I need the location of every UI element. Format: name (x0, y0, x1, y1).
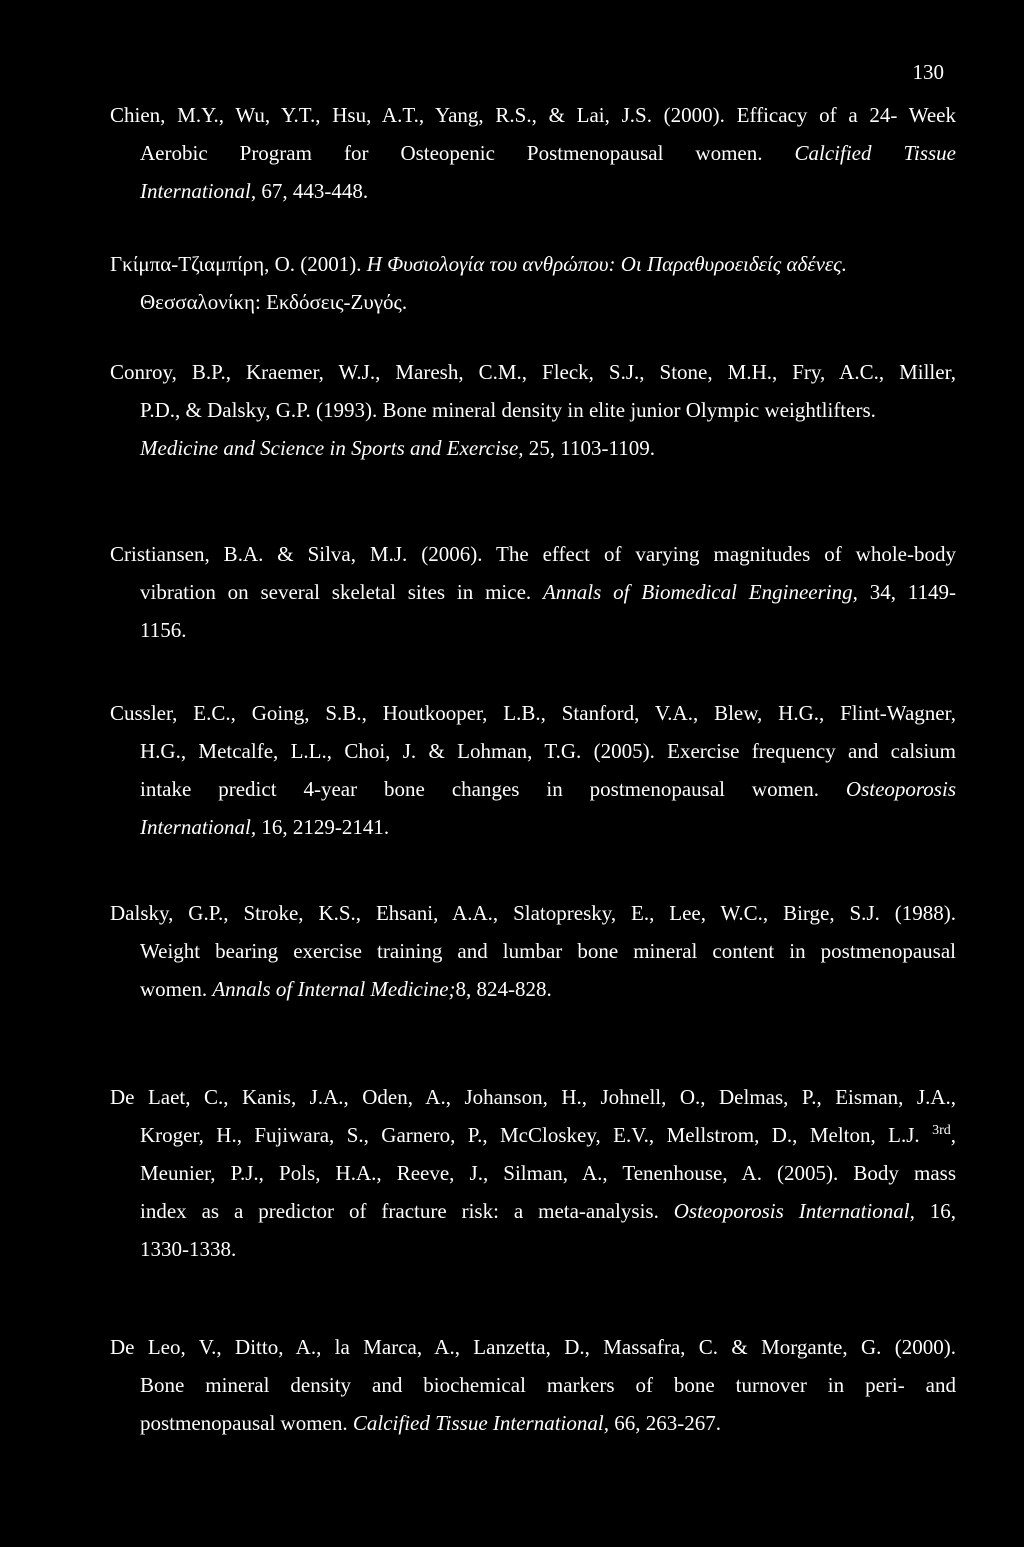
reference-text: Cussler, E.C., Going, S.B., Houtkooper, L.B., Stanford, V.A., Blew, H.G., Flint-Wagner, (110, 701, 956, 725)
reference-line (110, 611, 956, 649)
reference-text: intake predict 4-year bone changes in postmenopausal women. (140, 777, 846, 801)
reference-line (110, 894, 956, 932)
reference-italic-text: Annals of Internal Medicine; (212, 977, 456, 1001)
reference-text: Cristiansen, B.A. & Silva, M.J. (2006). The effect of varying magnitudes of whole-body (110, 542, 956, 566)
reference-italic-text: Η Φυσιολογία του ανθρώπου: Οι Παραθυροειδείς αδένες. (366, 252, 847, 276)
reference-line (110, 1328, 956, 1366)
reference-line (110, 1230, 956, 1268)
reference-text: De Laet, C., Kanis, J.A., Oden, A., Johanson, H., Johnell, O., Delmas, P., Eisman, J.A., (110, 1085, 956, 1109)
reference-line (110, 694, 956, 732)
reference-italic-text: Calcified Tissue International, (352, 1411, 609, 1435)
reference-text: H.G., Metcalfe, L.L., Choi, J. & Lohman, T.G. (2005). Exercise frequency and calsium (140, 739, 956, 763)
reference-entry (110, 1078, 956, 1268)
reference-text: Weight bearing exercise training and lumbar bone mineral content in postmenopausal (140, 939, 956, 963)
reference-text: De Leo, V., Ditto, A., la Marca, A., Lanzetta, D., Massafra, C. & Morgante, G. (2000). (110, 1335, 956, 1359)
page-number: 130 (912, 60, 944, 84)
reference-entry (110, 535, 956, 649)
reference-line (110, 573, 956, 611)
reference-italic-text: Osteoporosis International, (673, 1199, 915, 1223)
reference-italic-text: Annals of Biomedical Engineering, (542, 580, 858, 604)
reference-italic-text: Medicine and Science in Sports and Exercise, (140, 436, 524, 460)
reference-text: women. (140, 977, 213, 1001)
reference-line (110, 391, 956, 429)
reference-text: Bone mineral density and biochemical markers of bone turnover in peri- and (140, 1373, 956, 1397)
reference-line (110, 96, 956, 134)
reference-text: Kroger, H., Fujiwara, S., Garnero, P., McCloskey, E.V., Mellstrom, D., Melton, L.J. (140, 1123, 933, 1147)
reference-line (110, 1078, 956, 1116)
reference-text: 16, (914, 1199, 957, 1223)
reference-line (110, 1154, 956, 1192)
reference-text: postmenopausal women. (140, 1411, 353, 1435)
reference-text: Aerobic Program for Osteopenic Postmenopausal women. (140, 141, 795, 165)
reference-text: 1156. (140, 618, 187, 642)
reference-line (110, 1366, 956, 1404)
reference-entry (110, 894, 956, 1008)
reference-text: 8, 824-828. (455, 977, 552, 1001)
reference-text: Dalsky, G.P., Stroke, K.S., Ehsani, A.A., Slatopresky, E., Lee, W.C., Birge, S.J. (1988). (110, 901, 956, 925)
reference-line (110, 1116, 956, 1154)
reference-italic-text: International, (140, 179, 257, 203)
reference-entry (110, 245, 956, 321)
reference-text: 25, 1103-1109. (523, 436, 655, 460)
reference-italic-text: Calcified Tissue (794, 141, 956, 165)
reference-entry (110, 694, 956, 846)
reference-entry (110, 96, 956, 210)
reference-text: 66, 263-267. (608, 1411, 721, 1435)
reference-text: Meunier, P.J., Pols, H.A., Reeve, J., Silman, A., Tenenhouse, A. (2005). Body mass (140, 1161, 956, 1185)
reference-text: Conroy, B.P., Kraemer, W.J., Maresh, C.M., Fleck, S.J., Stone, M.H., Fry, A.C., Miller, (110, 360, 956, 384)
reference-line (110, 353, 956, 391)
reference-line (110, 134, 956, 172)
reference-line (110, 732, 956, 770)
reference-line (110, 1404, 956, 1442)
reference-text: index as a predictor of fracture risk: a meta-analysis. (140, 1199, 674, 1223)
reference-line (110, 245, 956, 283)
reference-line (110, 1192, 956, 1230)
reference-text: Θεσσαλονίκη: Εκδόσεις-Ζυγός. (140, 290, 408, 314)
reference-text: , (950, 1123, 956, 1147)
reference-text: Chien, M.Y., Wu, Y.T., Hsu, A.T., Yang, R.S., & Lai, J.S. (2000). Efficacy of a 24- Week (110, 103, 956, 127)
reference-line (110, 932, 956, 970)
reference-line (110, 535, 956, 573)
reference-text: 67, 443-448. (256, 179, 369, 203)
reference-line (110, 429, 956, 467)
reference-text: P.D., & Dalsky, G.P. (1993). Bone mineral density in elite junior Olympic weightlifters. (140, 398, 876, 422)
reference-line (110, 770, 956, 808)
reference-superscript: 3rd (932, 1123, 951, 1138)
reference-text: 16, 2129-2141. (256, 815, 390, 839)
reference-line (110, 283, 956, 321)
reference-italic-text: International, (140, 815, 257, 839)
reference-entry (110, 353, 956, 467)
reference-entry (110, 1328, 956, 1442)
reference-text: vibration on several skeletal sites in mice. (140, 580, 543, 604)
reference-line (110, 970, 956, 1008)
reference-text: 34, 1149- (857, 580, 956, 604)
reference-line (110, 808, 956, 846)
reference-text: 1330-1338. (140, 1237, 237, 1261)
reference-line (110, 172, 956, 210)
reference-text: Γκίμπα-Τζιαμπίρη, Ο. (2001). (110, 252, 367, 276)
reference-italic-text: Osteoporosis (845, 777, 956, 801)
